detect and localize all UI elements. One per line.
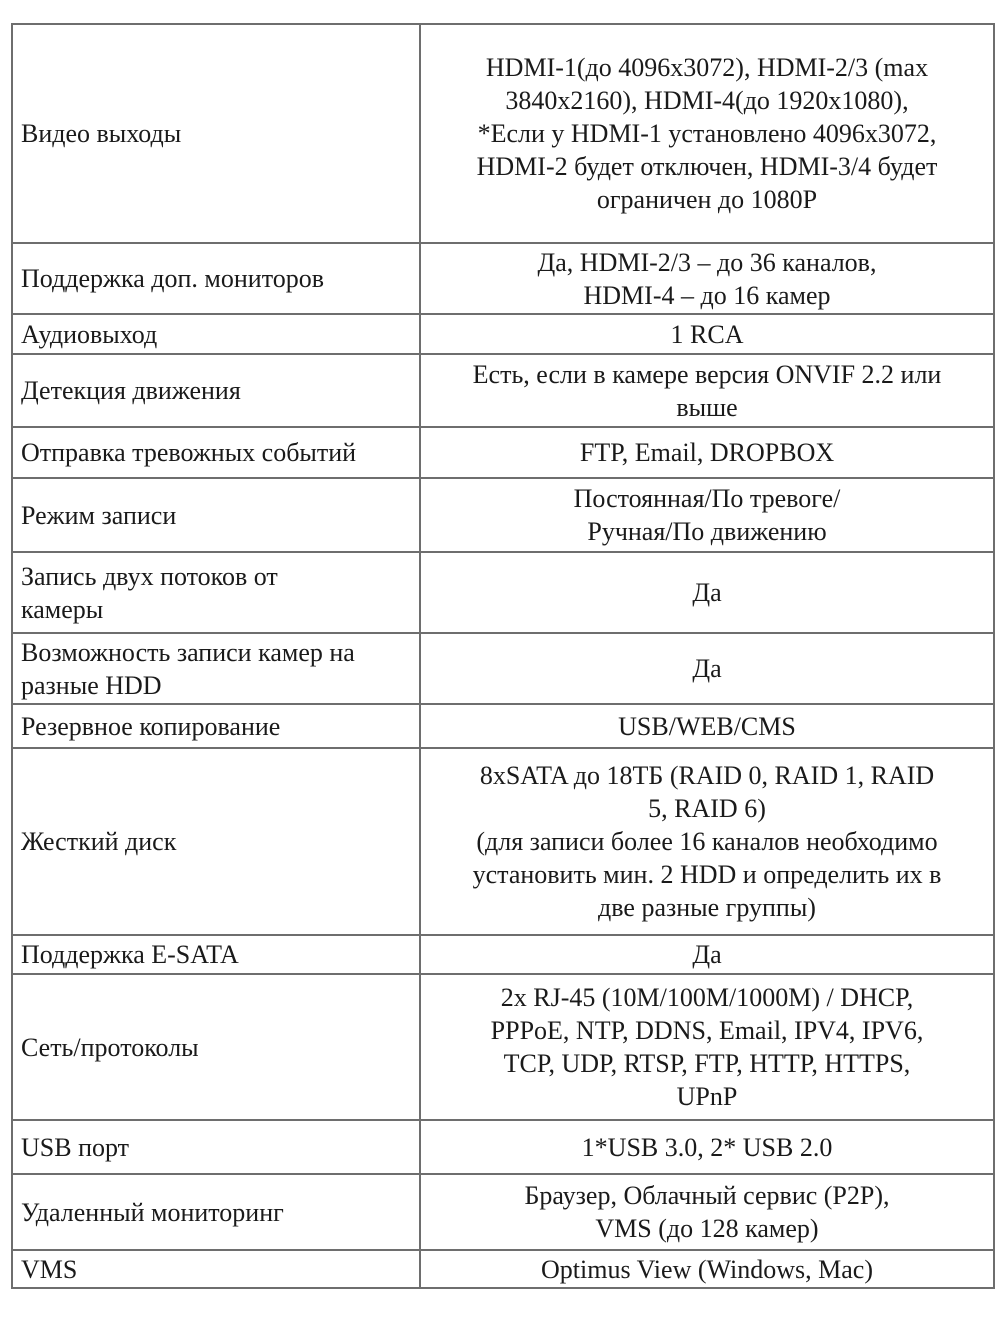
table-row xyxy=(12,1120,994,1174)
spec-value: Optimus View (Windows, Mac) xyxy=(420,1250,994,1288)
table-row xyxy=(12,974,994,1120)
spec-label: Жесткий диск xyxy=(12,748,420,935)
spec-label: Возможность записи камер на разные HDD xyxy=(12,633,420,704)
table-row xyxy=(12,1250,994,1288)
table-row xyxy=(12,633,994,704)
spec-label: VMS xyxy=(12,1250,420,1288)
spec-table xyxy=(11,23,995,1289)
table-row xyxy=(12,24,994,243)
spec-value: USB/WEB/CMS xyxy=(420,704,994,748)
spec-value: Есть, если в камере версия ONVIF 2.2 или выше xyxy=(420,354,994,427)
table-row xyxy=(12,314,994,354)
table-row xyxy=(12,748,994,935)
spec-label: Видео выходы xyxy=(12,24,420,243)
spec-value: Постоянная/По тревоге/ Ручная/По движению xyxy=(420,478,994,552)
spec-label: Детекция движения xyxy=(12,354,420,427)
spec-label: Аудиовыход xyxy=(12,314,420,354)
spec-label: Поддержка доп. мониторов xyxy=(12,243,420,314)
spec-value: 1*USB 3.0, 2* USB 2.0 xyxy=(420,1120,994,1174)
spec-value: FTP, Email, DROPBOX xyxy=(420,427,994,478)
table-row xyxy=(12,935,994,974)
spec-value: Да, HDMI-2/3 – до 36 каналов, HDMI-4 – до 16 камер xyxy=(420,243,994,314)
spec-value: Да xyxy=(420,935,994,974)
spec-value: 1 RCA xyxy=(420,314,994,354)
spec-value: HDMI-1(до 4096х3072), HDMI-2/3 (max 3840х2160), HDMI-4(до 1920х1080), *Если у HDMI-1 установлено 4096х3072, HDMI-2 будет отключен, HDMI-3/4 будет ограничен до 1080P xyxy=(420,24,994,243)
spec-label: Поддержка E-SATA xyxy=(12,935,420,974)
spec-label: Резервное копирование xyxy=(12,704,420,748)
spec-label: Сеть/протоколы xyxy=(12,974,420,1120)
table-row xyxy=(12,354,994,427)
spec-value: Браузер, Облачный сервис (P2P), VMS (до 128 камер) xyxy=(420,1174,994,1250)
spec-label: Удаленный мониторинг xyxy=(12,1174,420,1250)
table-row xyxy=(12,243,994,314)
spec-value: 2х RJ-45 (10M/100M/1000M) / DHCP, PPPoE, NTP, DDNS, Email, IPV4, IPV6, TCP, UDP, RTSP, FTP, HTTP, HTTPS, UPnP xyxy=(420,974,994,1120)
spec-label: Отправка тревожных событий xyxy=(12,427,420,478)
table-row xyxy=(12,478,994,552)
table-row xyxy=(12,1174,994,1250)
spec-label: Режим записи xyxy=(12,478,420,552)
table-row xyxy=(12,552,994,633)
spec-value: 8хSATA до 18ТБ (RAID 0, RAID 1, RAID 5, RAID 6) (для записи более 16 каналов необходимо установить мин. 2 HDD и определить их в две разные группы) xyxy=(420,748,994,935)
spec-value: Да xyxy=(420,633,994,704)
spec-label: Запись двух потоков от камеры xyxy=(12,552,420,633)
spec-value: Да xyxy=(420,552,994,633)
table-row xyxy=(12,427,994,478)
spec-label: USB порт xyxy=(12,1120,420,1174)
table-row xyxy=(12,704,994,748)
